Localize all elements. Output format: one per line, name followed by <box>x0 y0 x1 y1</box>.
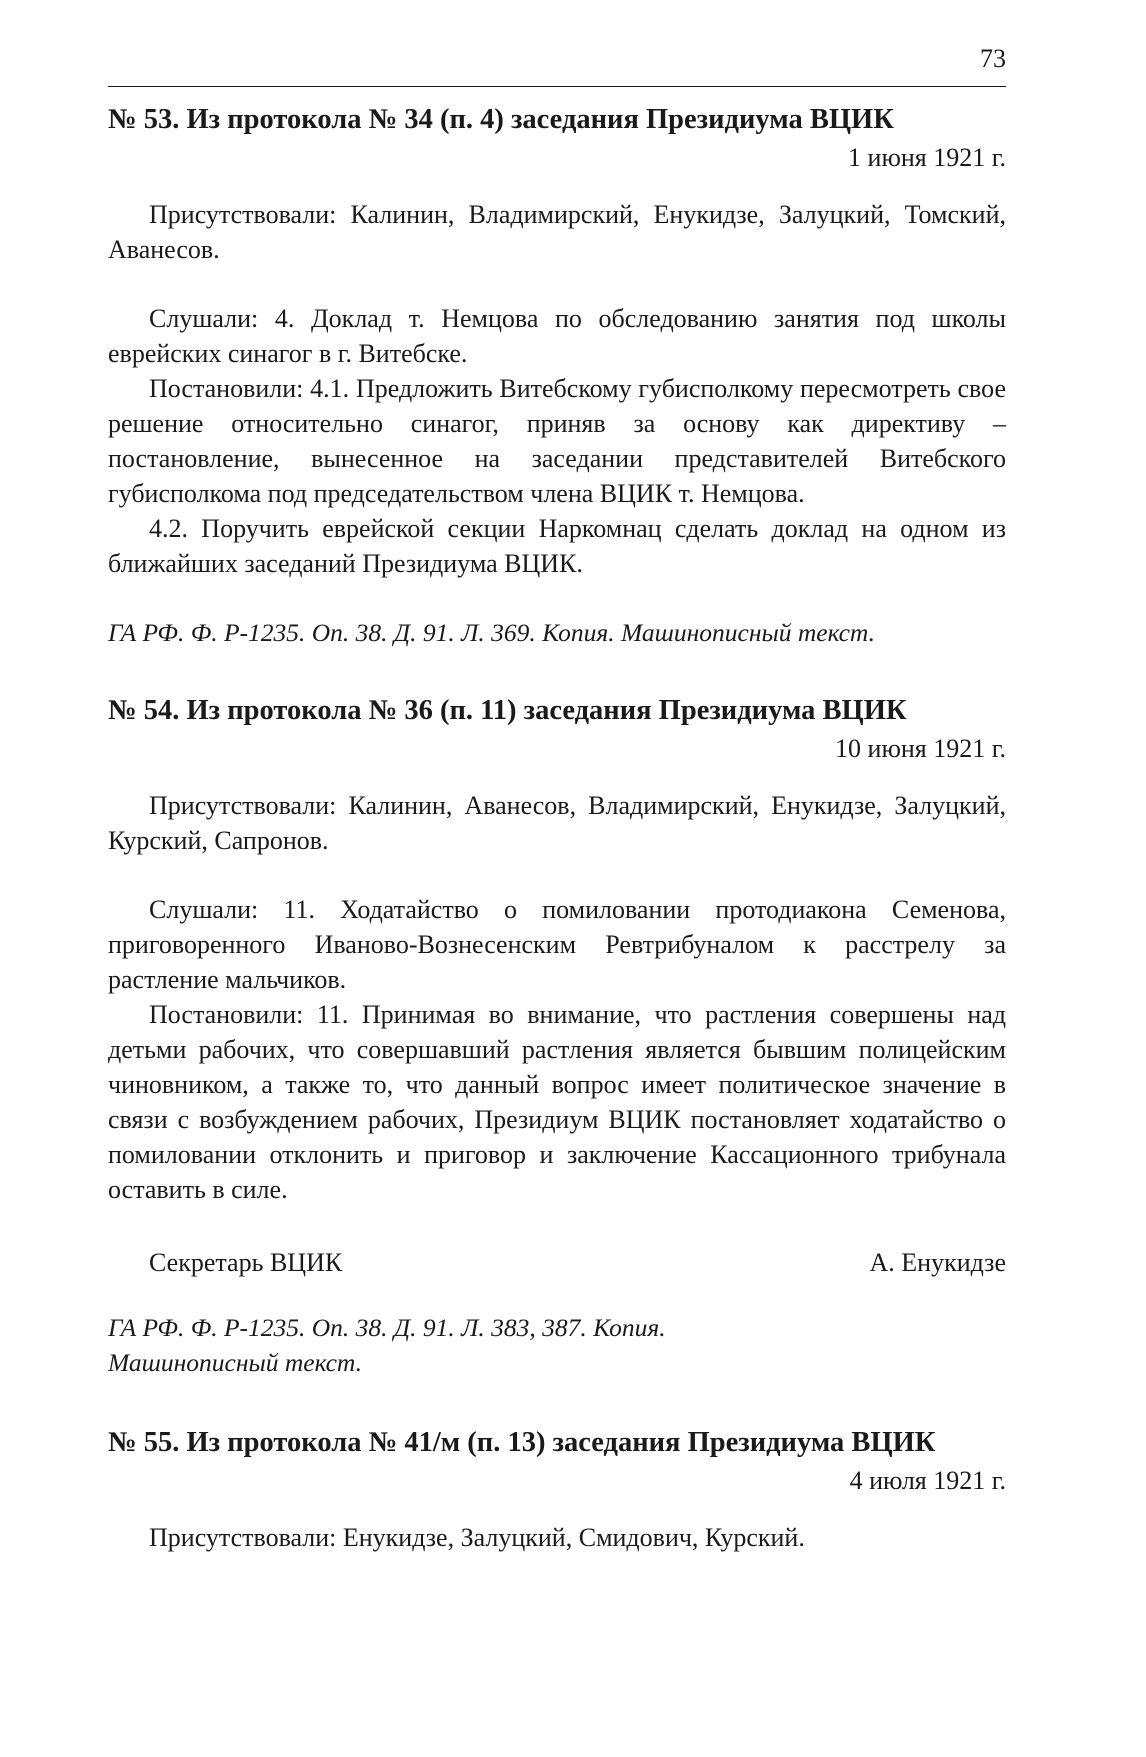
attendees-paragraph: Присутствовали: Калинин, Аванесов, Владимирский, Енукидзе, Залуцкий, Курский, Сапронов. <box>108 791 1006 855</box>
document-date: 4 июля 1921 г. <box>849 1466 1006 1495</box>
heard-paragraph: Слушали: 11. Ходатайство о помиловании протодиакона Семенова, приговоренного Иваново-Вознесенским Ревтрибуналом к расстрелу за растление мальчиков. <box>108 895 1006 994</box>
resolution-paragraph: Постановили: 4.1. Предложить Витебскому губисполкому пересмотреть свое решение относительно синагог, приняв за основу как директиву – постановление, вынесенное на заседании представителей Витебского губисполкома под председательством члена ВЦИК т. Немцова. <box>108 374 1006 508</box>
document-date: 1 июня 1921 г. <box>848 143 1006 172</box>
attendees-paragraph: Присутствовали: Енукидзе, Залуцкий, Смидович, Курский. <box>149 1523 805 1552</box>
document-53 <box>108 103 1006 650</box>
signature-title: Секретарь ВЦИК <box>149 1248 343 1277</box>
resolution-paragraph: Постановили: 11. Принимая во внимание, что растления совершены над детьми рабочих, что совершавший растления является бывшим полицейским чиновником, а также то, что данный вопрос имеет политическое значение в связи с возбуждением рабочих, Президиум ВЦИК постановляет ходатайство о помиловании отклонить и приговор и заключение Кассационного трибунала оставить в силе. <box>108 1000 1006 1204</box>
archive-source-line-2: Машинописный текст. <box>108 1348 363 1377</box>
archive-source <box>108 1310 1006 1380</box>
signature-name: А. Енукидзе <box>869 1248 1006 1277</box>
resolution-paragraph-2: 4.2. Поручить еврейской секции Наркомнац сделать доклад на одном из ближайших заседаний Президиума ВЦИК. <box>108 514 1006 578</box>
archive-source-line-1: ГА РФ. Ф. Р-1235. Оп. 38. Д. 91. Л. 383, 387. Копия. <box>108 1313 666 1342</box>
heard-paragraph: Слушали: 4. Доклад т. Немцова по обследованию занятия под школы еврейских синагог в г. Витебске. <box>108 304 1006 368</box>
document-55 <box>108 1426 1006 1555</box>
signature-block <box>108 1245 1006 1280</box>
page <box>108 44 1006 1555</box>
archive-source: ГА РФ. Ф. Р-1235. Оп. 38. Д. 91. Л. 369. Копия. Машинописный текст. <box>108 618 875 647</box>
attendees-paragraph: Присутствовали: Калинин, Владимирский, Енукидзе, Залуцкий, Томский, Аванесов. <box>108 200 1006 264</box>
document-heading: № 55. Из протокола № 41/м (п. 13) заседания Президиума ВЦИК <box>108 1427 936 1458</box>
document-heading: № 54. Из протокола № 36 (п. 11) заседания Президиума ВЦИК <box>108 695 907 726</box>
document-54 <box>108 694 1006 1380</box>
document-heading: № 53. Из протокола № 34 (п. 4) заседания Президиума ВЦИК <box>108 104 894 135</box>
document-date: 10 июня 1921 г. <box>835 734 1006 763</box>
section-gap <box>108 1380 1006 1426</box>
header-rule <box>108 86 1006 87</box>
page-number: 73 <box>980 44 1006 73</box>
section-gap <box>108 650 1006 694</box>
